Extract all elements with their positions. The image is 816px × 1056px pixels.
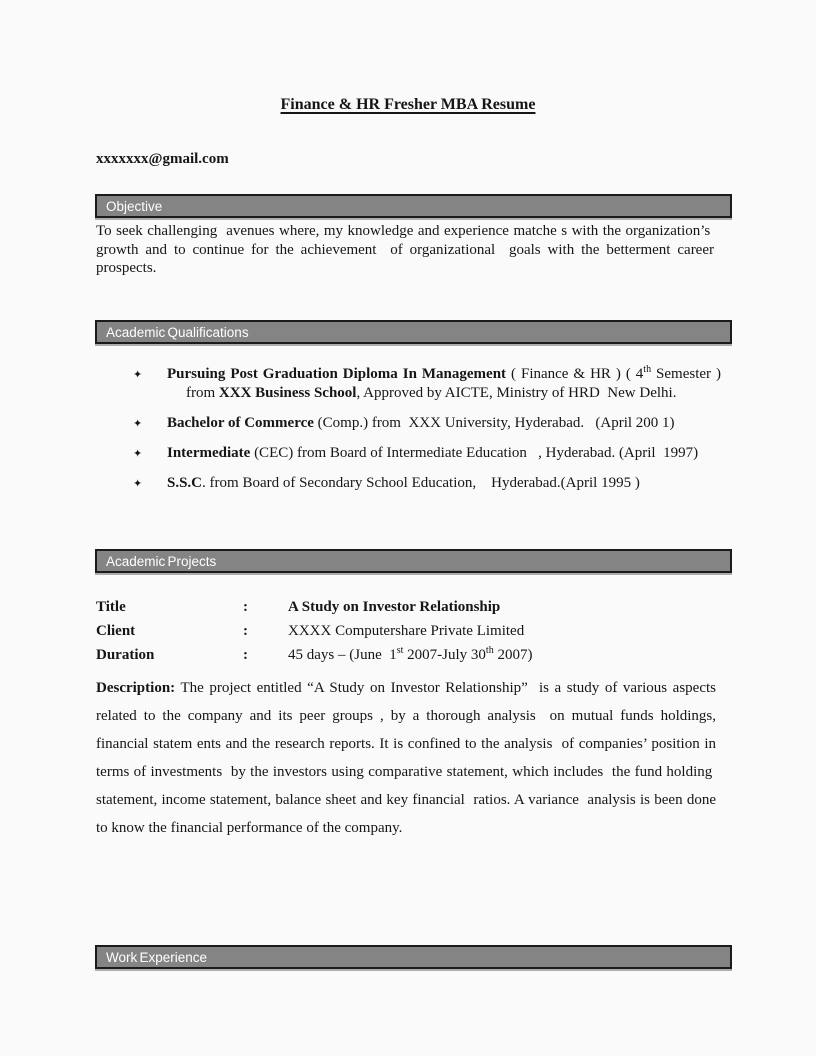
project-duration-value [288, 643, 716, 667]
document-title [0, 96, 816, 114]
ordinal-superscript: th [643, 364, 652, 375]
project-row-colon: : [243, 599, 248, 615]
qualification-text [167, 444, 721, 463]
qualification-degree: S.S.C [167, 475, 203, 491]
qualification-detail: (Comp.) from XXX University, Hyderabad. (April 200 1) [313, 415, 675, 431]
qualification-detail: (CEC) from Board of Intermediate Education , Hyderabad. (April 1997) [250, 445, 699, 461]
section-header-objective-label: Objective [106, 198, 163, 214]
ordinal-superscript: th [485, 645, 494, 656]
diamond-bullet-icon: ✦ [133, 417, 143, 430]
diamond-bullet-icon: ✦ [133, 368, 143, 381]
qualification-item-pgdm [96, 365, 721, 403]
qualification-item-ssc [96, 474, 721, 493]
qualification-text [167, 474, 721, 493]
duration-text: 2007-July 30 [403, 647, 486, 663]
qualification-item-intermediate [96, 444, 721, 463]
project-row-title [96, 595, 716, 619]
diamond-bullet-icon: ✦ [133, 477, 143, 490]
section-header-academic-projects [95, 549, 732, 573]
qualification-detail: Semester ) from [186, 366, 721, 401]
objective-paragraph: To seek challenging avenues where, my knowledge and experience matche s with the organization’s growth and to continue for the achievement of organizational goals with the betterment career prospects. [96, 223, 714, 277]
description-body: The project entitled “A Study on Investor Relationship” is a study of various aspects related to the company and its peer groups , by a thorough analysis on mutual funds holdings, financial statem ents and the research reports. It is confined to the analysis of companies’ position in terms of investments by the investors using comparative statement, which includes the fund holding statement, income statement, balance sheet and key financial ratios. A variance analysis is been done to know the financial performance of the company. [96, 680, 716, 836]
description-label: Description: [96, 680, 176, 696]
project-row-colon: : [243, 647, 248, 663]
section-header-academic-qualifications-label: Academic Qualifications [106, 324, 249, 340]
project-row-label: Duration [96, 647, 155, 663]
ordinal-superscript: st [396, 645, 404, 656]
qualification-text [167, 365, 721, 403]
qualifications-list [96, 365, 721, 493]
qualification-item-bcom [96, 414, 721, 433]
qualification-school: XXX Business School [218, 385, 357, 401]
email-text: xxxxxxx@gmail.com [96, 151, 229, 167]
project-row-colon: : [243, 623, 248, 639]
duration-text: 45 days – (June 1 [288, 647, 397, 663]
section-header-objective [95, 194, 732, 218]
project-description-paragraph [96, 674, 716, 842]
qualification-degree: Bachelor of Commerce [167, 415, 314, 431]
section-header-work-experience [95, 945, 732, 969]
project-title-value: A Study on Investor Relationship [288, 599, 501, 615]
section-header-academic-qualifications [95, 320, 732, 344]
qualification-detail: ( Finance & HR ) ( 4 [506, 366, 644, 382]
qualification-detail: , Approved by AICTE, Ministry of HRD New Delhi. [356, 385, 677, 401]
project-row-client [96, 619, 716, 643]
project-row-label: Client [96, 623, 136, 639]
qualification-text [167, 414, 721, 433]
section-header-work-experience-label: Work Experience [106, 949, 208, 965]
document-title-text: Finance & HR Fresher MBA Resume [280, 96, 536, 113]
project-row-label: Title [96, 599, 126, 615]
qualification-degree: Pursuing Post Graduation Diploma In Management [167, 366, 507, 382]
diamond-bullet-icon: ✦ [133, 447, 143, 460]
section-header-academic-projects-label: Academic Projects [106, 553, 217, 569]
qualification-detail: . from Board of Secondary School Education, Hyderabad.(April 1995 ) [202, 475, 640, 491]
project-row-duration [96, 643, 716, 667]
project-client-value: XXXX Computershare Private Limited [288, 623, 525, 639]
project-details-table [96, 595, 716, 667]
qualification-degree: Intermediate [167, 445, 251, 461]
duration-text: 2007) [493, 647, 533, 663]
